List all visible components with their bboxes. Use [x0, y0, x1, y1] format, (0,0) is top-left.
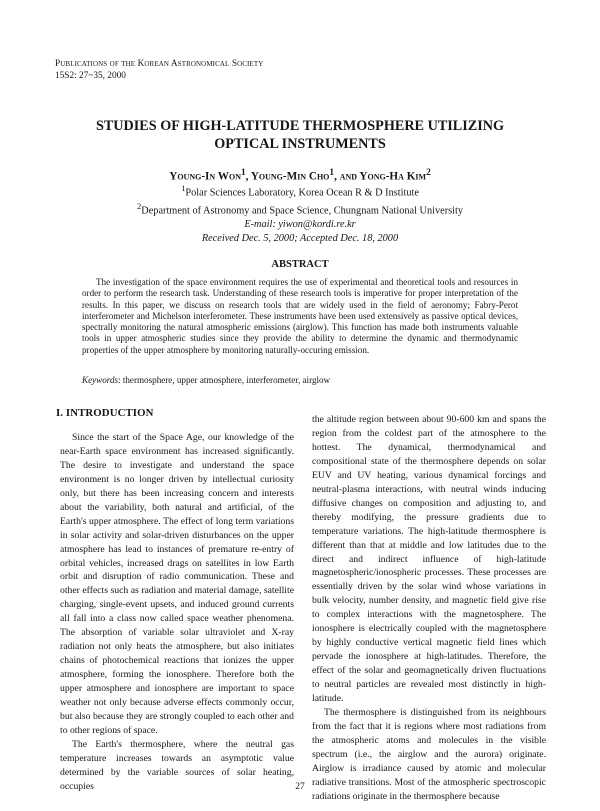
body-paragraph-continued: the altitude region between about 90-600 km and spans the region from the coldest part of the atmosphere to the hottest. The dynamical, thermodynamical and compositional state of the thermosphere depends on solar EUV and UV heating, various dynamical forcings and neutral-plasma interactions, with neutral winds inducing diffusive changes on composition and adjusting to, and thereby modifying, the pressure gradients due to temperature variations. The high-latitude thermosphere is different than that at middle and low latitudes due to the direct and indirect influence of high-latitude magnetospheric/ionospheric processes. These processes are essentially driven by the solar wind whose variations in bulk velocity, number density, and magnetic field give rise to complex interactions with the magnetosphere. The ionosphere is electrically coupled with the magnetosphere by highly conductive vertical magnetic field lines which pervade the ionosphere at high-latitudes. Therefore, the effect of the solar and geomagnetically driven fluctuations to neutral particles are revealed most distinctly in high-latitude.	[312, 414, 546, 705]
journal-volume: 15S2: 27~35, 2000	[55, 71, 126, 81]
author-2: Young-Min Cho	[250, 170, 330, 183]
author-conjunction: and	[339, 170, 358, 183]
body-paragraph: The Earth's thermosphere, where the neutral gas temperature increases towards an asymptotic value determined by the variable sources of solar heating, occupies	[60, 738, 294, 792]
author-list: Young-In Won$^1$, Young-Min Cho$^1$, and Yong-Ha Kim$^2$	[169, 168, 431, 183]
affiliations	[40, 182, 560, 246]
affiliation-1-text: Polar Sciences Laboratory, Korea Ocean R & D Institute	[185, 187, 419, 199]
journal-header	[55, 58, 263, 82]
affiliation-2-mark: 2	[137, 201, 142, 212]
author-email: E-mail: yiwon@kordi.re.kr	[244, 219, 356, 231]
affiliation-1	[40, 182, 560, 200]
page-number: 27	[295, 782, 305, 792]
abstract-text: The investigation of the space environment requires the use of experimental and theoretical tools and resources in order to perform the research task. Understanding of these research tools is imperative for proper interpretation of the results. In this paper, we discuss on research tools that are widely used in the field of aeronomy; Fabry-Perot interferometer and Michelson interferometer. These instruments have been used extensively as passive optical devices, spectrally monitoring the natural atmospheric emissions (airglow). This function has made both instruments valuable tools in upper atmospheric studies since they provide the ability to determine the dynamic and thermodynamic properties of the upper atmosphere by monitoring naturally-occuring emission.	[82, 277, 518, 355]
keywords-text: : thermosphere, upper atmosphere, interferometer, airglow	[118, 375, 331, 385]
author-3: Yong-Ha Kim	[359, 170, 427, 183]
abstract-heading: ABSTRACT	[271, 259, 329, 270]
left-column	[56, 404, 294, 794]
affiliation-1-mark: 1	[181, 183, 186, 193]
title-line-1: STUDIES OF HIGH-LATITUDE THERMOSPHERE UTILIZING	[95, 118, 505, 134]
affiliation-2-text: Department of Astronomy and Space Science, Chungnam National University	[141, 205, 463, 217]
journal-name: Publications of the Korean Astronomical Society	[55, 59, 264, 69]
right-column	[312, 413, 546, 804]
paper-title	[40, 117, 560, 153]
affiliation-2	[40, 200, 560, 218]
keywords	[82, 375, 518, 386]
section-heading-introduction: I. INTRODUCTION	[56, 407, 154, 419]
received-accepted-dates: Received Dec. 5, 2000; Accepted Dec. 18, 2000	[201, 232, 399, 244]
keywords-label: Keywords	[82, 375, 119, 385]
author-1: Young-In Won	[169, 170, 241, 183]
author-2-affil-mark: 1	[329, 168, 335, 178]
body-paragraph: The thermosphere is distinguished from its neighbours from the fact that it is regions where most radiations from the atmospheric atoms and molecules in the visible spectrum (i.e., the airglow and the aurora) originate. Airglow is irradiance caused by atomic and molecular radiative transitions. Most of the atmospheric spectroscopic radiations originate in the thermosphere because	[312, 707, 546, 802]
body-paragraph: Since the start of the Space Age, our knowledge of the near-Earth space environment has increased significantly. The desire to investigate and understand the space environment is no longer driven by intellectual curiosity only, but there has been increasing concern and interests about the variability, both natural and artificial, of the Earth's upper atmosphere. The effect of long term variations in solar activity and solar-driven disturbances on the upper atmosphere has lead to instances of premature re-entry of orbital vehicles, increased drags on satellites in low Earth orbit and disruption of radio communication. These and other effects such as radiation and material damage, satellite charging, single-event upsets, and induced ground currents all fall into a class now called space weather phenomena. The absorption of variable solar ultraviolet and X-ray radiation not only heats the atmosphere, but also initiates chains of photochemical reactions that ionizes the upper atmosphere, forming the ionosphere. Therefore both the upper atmosphere and ionosphere are important to space weather not only because adverse effects commonly occur, but also because they are strongly coupled to each other and to other regions of space.	[60, 431, 294, 736]
author-3-affil-mark: 2	[426, 168, 431, 178]
title-line-2: OPTICAL INSTRUMENTS	[214, 136, 386, 152]
author-1-affil-mark: 1	[240, 168, 246, 178]
